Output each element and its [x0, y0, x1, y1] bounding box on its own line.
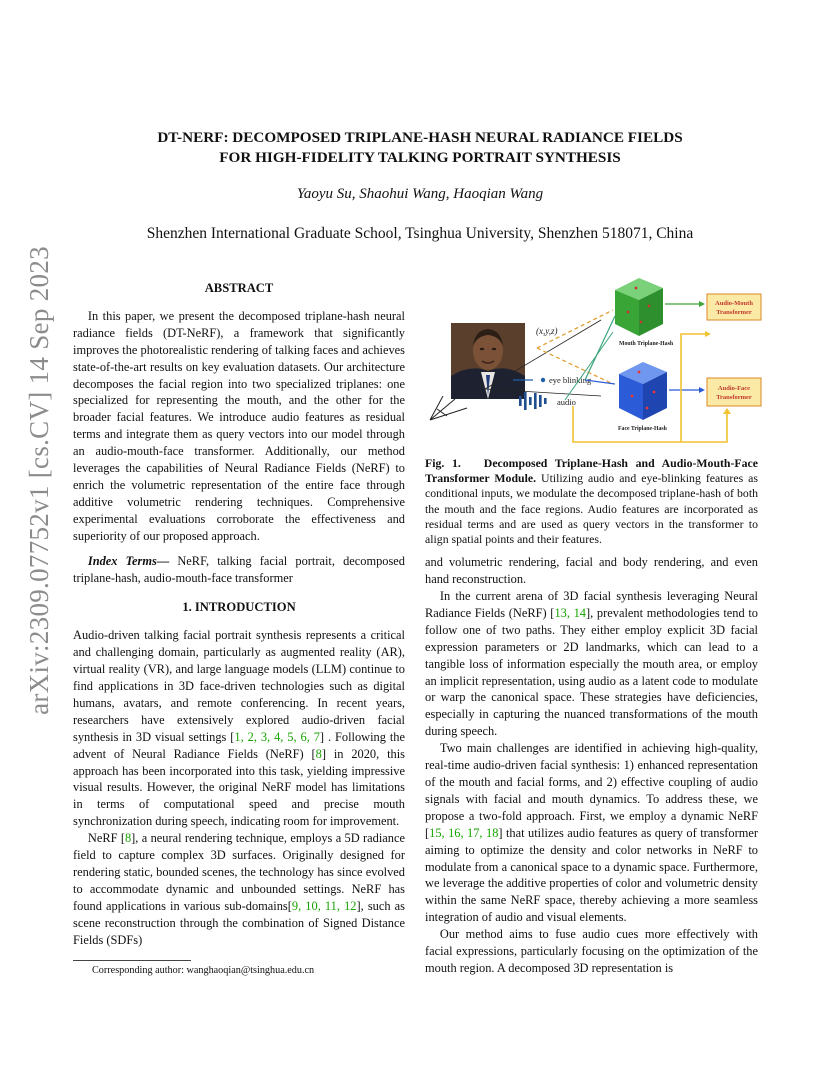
right-column: [425, 456, 758, 977]
caption-title: Decomposed Triplane-Hash and Audio-Mouth-Face Transformer Module.: [425, 456, 758, 486]
title-line-2: FOR HIGH-FIDELITY TALKING PORTRAIT SYNTHESIS: [219, 149, 621, 166]
citation-link[interactable]: 8: [124, 831, 132, 846]
citation-link[interactable]: 1, 2, 3, 4, 5, 6, 7: [234, 729, 320, 744]
right-paragraph-2: Two main challenges are identified in achieving high-quality, real-time audio-driven facial synthesis: 1) enhanced representation of the mouth and facial forms, and 2) effective coupling of audio signals with facial and mouth dynamics. To address these, we propose a two-fold approach. First, we employ a dynamic NeRF [15, 16, 17, 18] that utilizes audio features as query of transformer aiming to optimize the density and color networks in NeRF to modulate from a canonical space to a dynamic space. Furthermore, we leverage the additive properties of color and volumetric density within the same NeRF space, thereby achieving a more seamless integration of audio and visual elements.: [425, 741, 758, 925]
paper-title: [100, 128, 740, 168]
arxiv-stamp: arXiv:2309.07752v1 [cs.CV] 14 Sep 2023: [23, 245, 54, 715]
box2-line2: Transformer: [716, 394, 752, 401]
intro-paragraph-2: NeRF [8], a neural rendering technique, employs a 5D radiance field to capture complex 3D surfaces. Originally designed for rendering static, bounded scenes, the technology has since evolved to accommodate dynamic and unbounded settings. NeRF has found applications in various sub-domains[9, 10, 11, 12], such as scene reconstruction through the combination of Signed Distance Fields (SDFs): [73, 831, 406, 947]
right-paragraph-3: Our method aims to fuse audio cues more effectively with facial expressions, particularly focusing on the optimization of the mouth region. A decomposed 3D representation is: [425, 927, 758, 975]
citation-link[interactable]: 9, 10, 11, 12: [291, 898, 357, 913]
caption-text: Utilizing audio and eye-blinking features as conditional inputs, we modulate the decomposed triplane-hash of both the mouth and the face regions. Audio features are incorporated as residual terms and are used as query vectors in the transformer to align spatial points and their features.: [425, 471, 758, 547]
footnote: Corresponding author: wanghaoqian@tsinghua.edu.cn: [92, 965, 315, 976]
affiliation: Shenzhen International Graduate School, Tsinghua University, Shenzhen 518071, China: [146, 225, 694, 242]
title-line-1: DT-NERF: DECOMPOSED TRIPLANE-HASH NEURAL RADIANCE FIELDS: [157, 129, 683, 146]
eye-blinking-label: eye blinking: [549, 375, 592, 385]
box2-line1: Audio-Face: [717, 385, 751, 392]
face-triplane-label: Face Triplane-Hash: [618, 426, 667, 432]
audio-mouth-transformer-box: [707, 294, 761, 320]
citation-link[interactable]: 15, 16, 17, 18: [429, 825, 499, 840]
mouth-triplane-label: Mouth Triplane-Hash: [619, 341, 674, 347]
box1-line2: Transformer: [716, 309, 752, 316]
abstract-heading: ABSTRACT: [204, 281, 274, 295]
mouth-triplane-cube: [615, 278, 663, 336]
caption-label: Fig. 1: [425, 456, 458, 470]
right-paragraph-0: and volumetric rendering, facial and body rendering, and even hand reconstruction.: [425, 555, 758, 587]
figure-1-diagram: [425, 276, 765, 448]
left-column: [73, 280, 405, 949]
audio-face-transformer-box: [707, 378, 761, 406]
intro-paragraph-1: Audio-driven talking facial portrait synthesis represents a critical and challenging domain, particularly as augmented reality (AR), virtual reality (VR), and large language models (LLM) continue to find applications in 3D face-driven technologies such as digital humans, avatars, and remote conferencing. In recent years, researchers have extensively explored audio-driven facial synthesis in 3D visual settings [1, 2, 3, 4, 5, 6, 7] . Following the advent of Neural Radiance Fields (NeRF) [8] in 2020, this approach has been incorporated into this task, yielding impressive visual results. However, the original NeRF model has limitations in terms of computational speed and precise mouth synchronization during speech, indicating room for improvement.: [73, 628, 405, 829]
index-terms-label: Index Terms—: [87, 553, 170, 568]
audio-label: audio: [557, 397, 576, 407]
box1-line1: Audio-Mouth: [715, 300, 753, 307]
abstract-text: In this paper, we present the decomposed triplane-hash neural radiance fields (DT-NeRF), a framework that significantly improves the photorealistic rendering of talking faces and achieves state-of-the-art results on key evaluation datasets. Our architecture decomposes the facial region into two specialized triplanes: one specialized for representing the mouth, and the other for the broader facial features. We introduce audio features as residual terms and integrate them as query vectors into our model through an audio-mouth-face transformer. Additionally, our method leverages the capabilities of Neural Radiance Fields (NeRF) to enrich the volumetric representation of the entire face through additive volumetric rendering techniques. Comprehensive experimental evaluations corroborate the effectiveness and superiority of our proposed approach.: [73, 308, 405, 543]
xyz-label: (x,y,z): [536, 326, 558, 336]
intro-heading: 1. INTRODUCTION: [182, 600, 296, 615]
eye-blink-dot: [541, 378, 545, 382]
right-paragraph-1: In the current arena of 3D facial synthesis leveraging Neural Radiance Fields (NeRF) [13, 14], prevalent methodologies tend to follow one of two paths. They either employ explicit 3D facial expression parameters or 2D landmarks, which can lead to a tangible loss of information especially the mouth area, or employ an implicit representation, using audio as a latent code to modulate or warp the canonical space. These strategies have deficiencies, especially in capturing the nuanced transformations of the mouth during speech.: [425, 589, 759, 739]
camera-frustum: [430, 396, 467, 420]
footnote-rule: [73, 960, 191, 961]
index-terms: [73, 553, 405, 587]
citation-link[interactable]: 8: [315, 746, 322, 761]
authors: Yaoyu Su, Shaohui Wang, Haoqian Wang: [296, 186, 544, 202]
index-terms-text: NeRF, talking facial portrait, decomposed triplane-hash, audio-mouth-face transformer: [73, 553, 405, 585]
face-triplane-cube: [619, 362, 667, 420]
figure-caption: Fig. 1. Decomposed Triplane-Hash and Audio-Mouth-Face Transformer Module. Utilizing audio and eye-blinking features as conditional inputs, we modulate the decomposed triplane-hash of both the mouth and the face regions. Audio features are incorporated as residual terms and are used as query vectors in the transformer to align spatial points and their features.: [425, 456, 758, 547]
citation-link[interactable]: 13, 14: [554, 605, 587, 620]
